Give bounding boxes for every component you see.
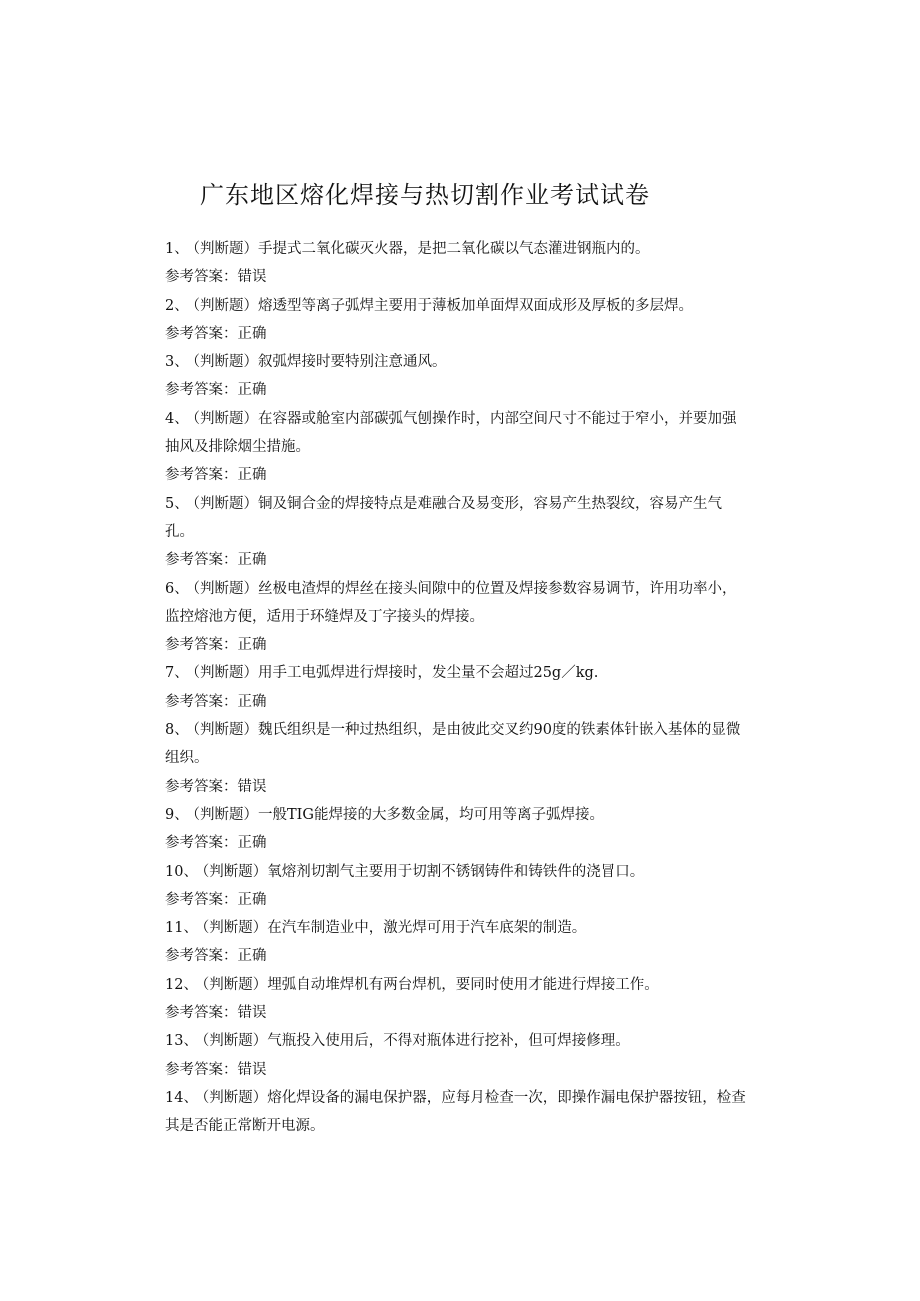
- question-text: 在容器或舱室内部碳弧气刨操作时，内部空间尺寸不能过于窄小，并要加强抽风及排除烟尘措施。: [165, 410, 737, 456]
- question-number: 8、: [165, 722, 189, 739]
- question-type: （判断题）: [192, 410, 258, 427]
- answer-label: 参考答案：: [165, 835, 238, 852]
- question-number: 9、: [165, 806, 189, 823]
- answer-value: 正确: [237, 325, 267, 342]
- question-text: 熔透型等离子弧焊主要用于薄板加单面焊双面成形及厚板的多层焊。: [257, 297, 693, 314]
- question-type: （判断题）: [201, 1089, 268, 1106]
- answer-value: 正确: [237, 552, 267, 569]
- question-item: [165, 971, 750, 999]
- answer-value: 错误: [237, 1061, 267, 1078]
- answer-label: 参考答案：: [165, 269, 238, 286]
- answer-value: 正确: [237, 693, 267, 710]
- question-number: 3、: [165, 354, 189, 371]
- question-type: （判断题）: [192, 354, 258, 371]
- answer-line: [165, 1056, 750, 1084]
- answer-value: 错误: [237, 269, 267, 286]
- answer-value: 错误: [237, 778, 267, 795]
- answer-label: 参考答案：: [165, 1061, 238, 1078]
- question-text: 埋弧自动堆焊机有两台焊机，要同时使用才能进行焊接工作。: [267, 976, 659, 993]
- answer-value: 正确: [237, 382, 267, 399]
- question-item: [165, 716, 750, 773]
- question-number: 4、: [165, 410, 189, 427]
- answer-label: 参考答案：: [165, 891, 238, 908]
- question-text: 熔化焊设备的漏电保护器，应每月检查一次，即操作漏电保护器按钮，检查其是否能正常断开电源。: [165, 1089, 746, 1135]
- answer-line: [165, 942, 750, 970]
- question-text: 用手工电弧焊进行焊接时，发尘量不会超过25g／kg.: [257, 665, 599, 682]
- answer-label: 参考答案：: [165, 693, 238, 710]
- answer-value: 错误: [237, 1005, 267, 1022]
- answer-line: [165, 461, 750, 489]
- question-type: （判断题）: [192, 665, 258, 682]
- answer-value: 正确: [237, 891, 267, 908]
- question-item: [165, 801, 750, 829]
- answer-label: 参考答案：: [165, 325, 238, 342]
- question-item: [165, 405, 750, 462]
- question-number: 7、: [165, 665, 189, 682]
- question-number: 1、: [165, 241, 189, 257]
- question-item: [165, 575, 750, 632]
- question-text: 氧熔剂切割气主要用于切割不锈钢铸件和铸铁件的浇冒口。: [267, 863, 645, 880]
- answer-value: 正确: [237, 467, 267, 484]
- question-text: 丝极电渣焊的焊丝在接头间隙中的位置及焊接参数容易调节，许用功率小，监控熔池方便，适用于环缝焊及丁字接头的焊接。: [165, 580, 737, 625]
- question-item: [165, 292, 750, 320]
- question-number: 10、: [165, 863, 198, 880]
- question-number: 2、: [165, 297, 189, 314]
- question-text: 一般TIG能焊接的大多数金属，均可用等离子弧焊接。: [257, 806, 604, 823]
- answer-value: 正确: [237, 835, 267, 852]
- question-number: 5、: [165, 495, 189, 512]
- answer-label: 参考答案：: [165, 467, 238, 484]
- question-item: [165, 490, 750, 547]
- question-type: （判断题）: [192, 722, 258, 739]
- answer-label: 参考答案：: [165, 637, 238, 654]
- question-type: （判断题）: [192, 806, 258, 823]
- question-item: [165, 914, 750, 942]
- question-text: 铜及铜合金的焊接特点是难融合及易变形，容易产生热裂纹，容易产生气孔。: [165, 495, 722, 540]
- question-type: （判断题）: [192, 580, 258, 597]
- question-item: [165, 659, 750, 687]
- question-type: （判断题）: [201, 1033, 268, 1050]
- answer-line: [165, 263, 750, 291]
- answer-line: [165, 631, 750, 659]
- question-type: （判断题）: [201, 863, 268, 880]
- answer-value: 正确: [237, 637, 267, 654]
- question-type: （判断题）: [201, 976, 268, 993]
- document-title: 广东地区熔化焊接与热切割作业考试试卷: [200, 181, 650, 209]
- question-type: （判断题）: [201, 920, 268, 937]
- answer-label: 参考答案：: [165, 552, 238, 569]
- question-type: （判断题）: [192, 495, 258, 512]
- question-text: 在汽车制造业中，激光焊可用于汽车底架的制造。: [267, 920, 587, 937]
- answer-label: 参考答案：: [165, 948, 238, 965]
- answer-line: [165, 376, 750, 404]
- question-text: 气瓶投入使用后，不得对瓶体进行挖补，但可焊接修理。: [267, 1033, 630, 1050]
- answer-label: 参考答案：: [165, 382, 238, 399]
- question-item: [165, 1027, 750, 1055]
- question-text: 魏氏组织是一种过热组织，是由彼此交叉约90度的铁素体针嵌入基体的显微组织。: [165, 722, 741, 767]
- answer-line: [165, 320, 750, 348]
- answer-line: [165, 886, 750, 914]
- question-item: [165, 858, 750, 886]
- question-item: [165, 348, 750, 376]
- question-item: [165, 235, 750, 263]
- question-type: （判断题）: [192, 241, 258, 257]
- answer-label: 参考答案：: [165, 778, 238, 795]
- answer-line: [165, 546, 750, 574]
- question-number: 14、: [165, 1089, 198, 1106]
- answer-line: [165, 829, 750, 857]
- question-number: 6、: [165, 580, 189, 597]
- question-number: 12、: [165, 976, 198, 993]
- answer-line: [165, 688, 750, 716]
- answer-line: [165, 773, 750, 801]
- question-text: 手提式二氧化碳灭火器，是把二氧化碳以气态灌进钢瓶内的。: [257, 241, 650, 257]
- answer-line: [165, 999, 750, 1027]
- question-item: [165, 1084, 750, 1141]
- question-number: 13、: [165, 1033, 198, 1050]
- answer-value: 正确: [237, 948, 267, 965]
- question-list: [165, 235, 750, 1141]
- question-number: 11、: [165, 920, 198, 937]
- question-text: 叙弧焊接时要特别注意通风。: [257, 354, 447, 371]
- question-type: （判断题）: [192, 297, 258, 314]
- answer-label: 参考答案：: [165, 1005, 238, 1022]
